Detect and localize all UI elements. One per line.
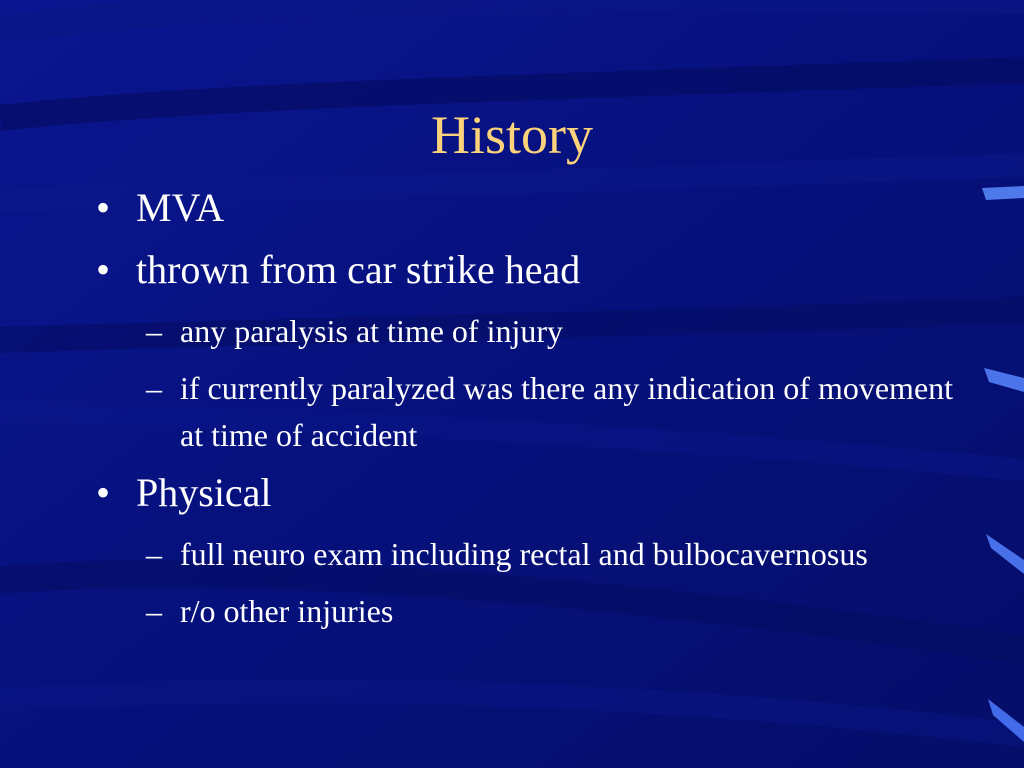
sub-bullet-item — [96, 588, 956, 635]
sub-bullet-text: full neuro exam including rectal and bulbocavernosus — [180, 536, 868, 572]
sub-bullet-marker: – — [146, 593, 162, 629]
bullet-marker: • — [96, 470, 111, 515]
bullet-item — [96, 184, 956, 232]
bullet-text: MVA — [136, 185, 225, 230]
bullet-text: Physical — [136, 470, 272, 515]
sub-bullet-item — [96, 308, 956, 355]
bullet-text: thrown from car strike head — [136, 247, 581, 292]
bullet-item — [96, 469, 956, 517]
sub-bullet-item — [96, 531, 956, 578]
bullet-marker: • — [96, 247, 111, 292]
sub-bullet-marker: – — [146, 370, 162, 406]
sub-bullet-text: any paralysis at time of injury — [180, 313, 564, 349]
bullet-item — [96, 246, 956, 294]
sub-bullet-item — [96, 365, 956, 459]
sub-bullet-marker: – — [146, 536, 162, 572]
sub-bullet-text: r/o other injuries — [180, 593, 394, 629]
sub-bullet-text: if currently paralyzed was there any indication of movement at time of accident — [180, 370, 954, 453]
sub-bullet-marker: – — [146, 313, 162, 349]
slide-title: History — [431, 105, 593, 165]
bullet-marker: • — [96, 185, 111, 230]
bullet-list — [96, 184, 956, 645]
